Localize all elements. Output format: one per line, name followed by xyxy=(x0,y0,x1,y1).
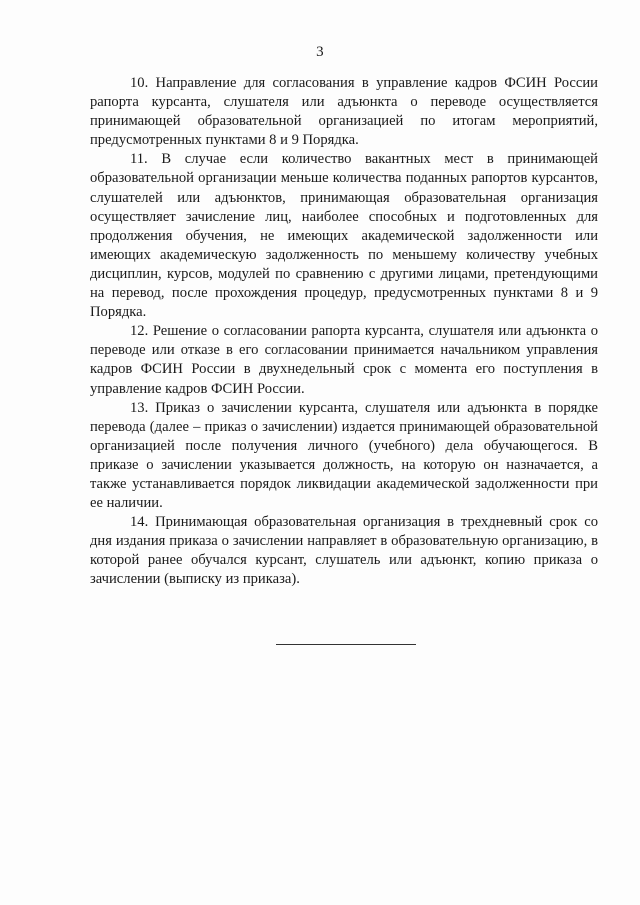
page-number: 3 xyxy=(316,44,324,60)
paragraph-12: 12. Решение о согласовании рапорта курсанта, слушателя или адъюнкта о переводе или отказе в его согласовании принимается начальником управления кадров ФСИН России в двухнедельный срок с момента его поступления в управление кадров ФСИН России. xyxy=(90,323,598,397)
paragraph-13: 13. Приказ о зачислении курсанта, слушателя или адъюнкта в порядке перевода (далее – приказ о зачислении) издается принимающей образовательной организацией после получения личного (учебного) дела обучающегося. В приказе о зачислении указывается должность, на которую он назначается, а также устанавливается порядок ликвидации академической задолженности при ее наличии. xyxy=(90,399,598,512)
paragraph-10: 10. Направление для согласования в управление кадров ФСИН России рапорта курсанта, слушателя или адъюнкта о переводе осуществляется принимающей образовательной организацией по итогам мероприятий, предусмотренных пунктами 8 и 9 Порядка. xyxy=(90,75,598,149)
paragraph-14: 14. Принимающая образовательная организация в трехдневный срок со дня издания приказа о зачислении направляет в образовательную организацию, в которой ранее обучался курсант, слушатель или адъюнкт, копию приказа о зачислении (выписку из приказа). xyxy=(90,514,598,588)
end-of-text-rule xyxy=(276,644,416,645)
paragraph-11: 11. В случае если количество вакантных мест в принимающей образовательной организации меньше количества поданных рапортов курсантов, слушателей или адъюнктов, принимающая образовательная организация осуществляет зачисление лиц, наиболее способных и подготовленных для продолжения обучения, не имеющих академической задолженности или имеющих академическую задолженность по меньшему количеству учебных дисциплин, курсов, модулей по сравнению с другими лицами, претендующими на перевод, после прохождения процедур, предусмотренных пунктами 8 и 9 Порядка. xyxy=(90,151,598,321)
document-body xyxy=(90,74,598,590)
